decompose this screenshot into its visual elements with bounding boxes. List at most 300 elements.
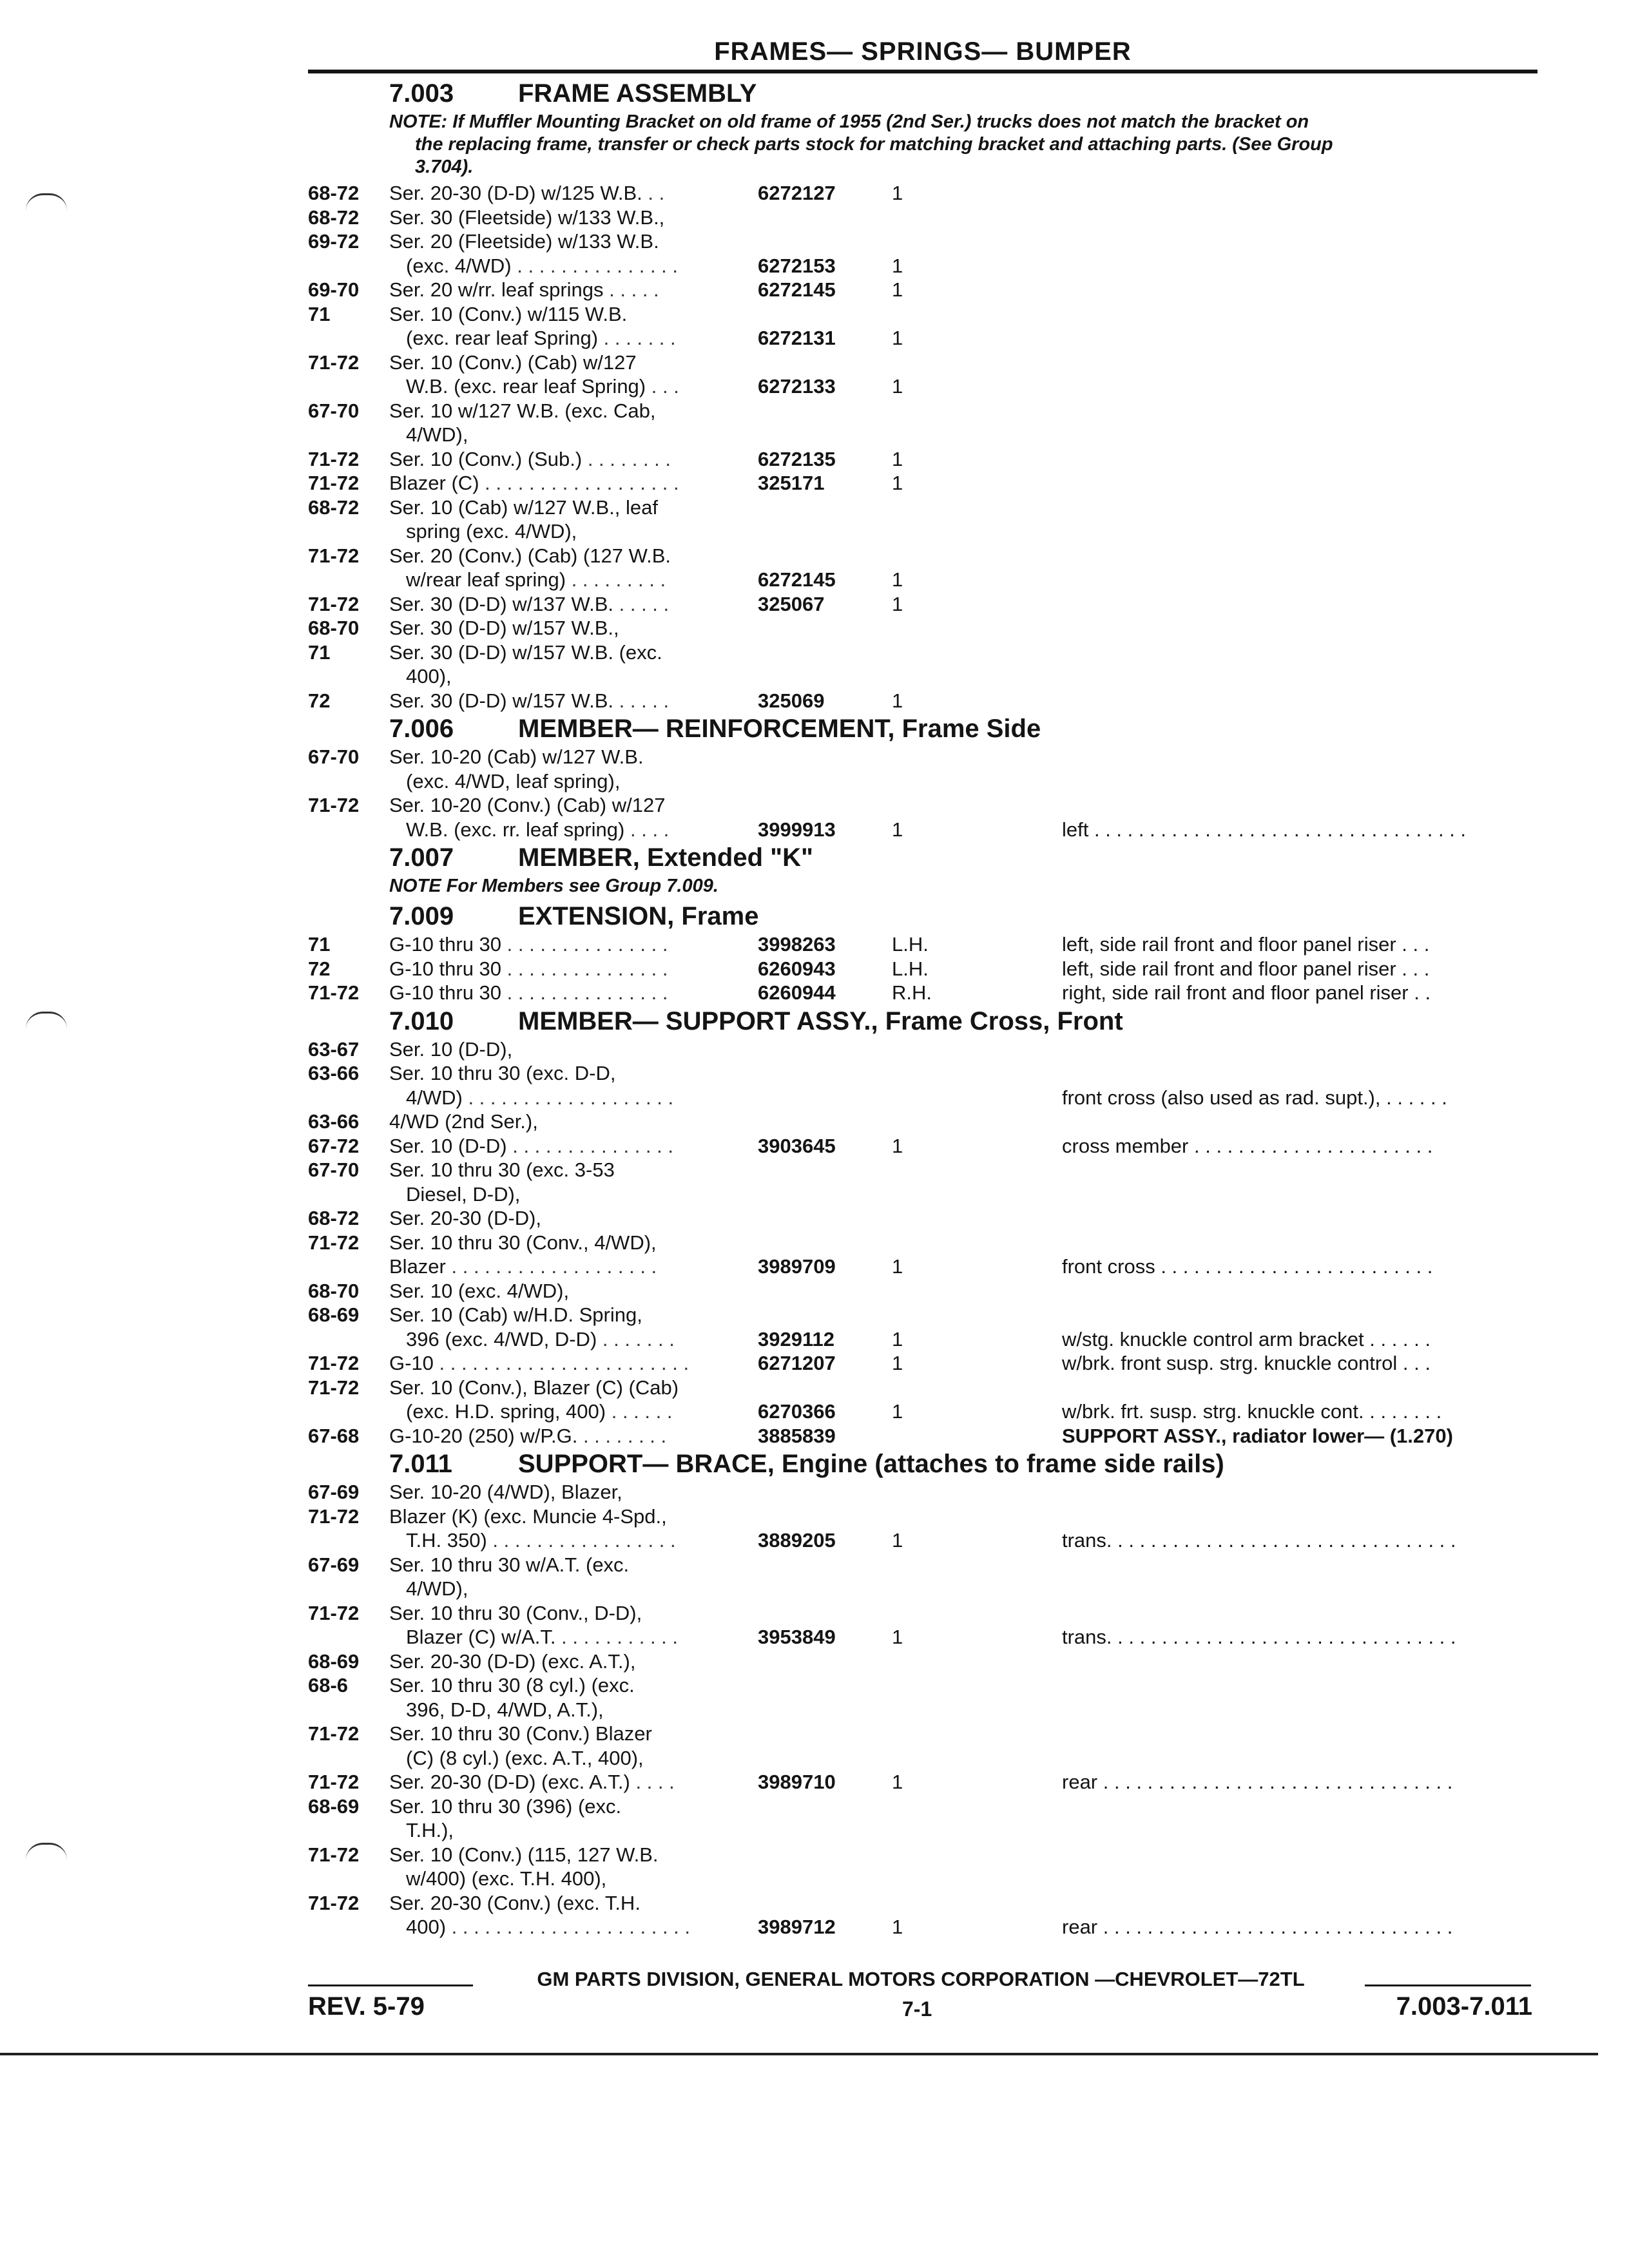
description-text: Ser. 30 (D-D) w/157 W.B.	[389, 689, 613, 712]
remark	[1062, 957, 1526, 981]
table-row	[0, 1206, 1629, 1231]
description-text: Ser. 10 thru 30 (396) (exc.	[389, 1794, 622, 1818]
description	[389, 1303, 735, 1327]
dot-leader: . . . .	[630, 1771, 675, 1793]
quantity: 1	[892, 182, 903, 204]
model-years: 68-70	[308, 617, 360, 639]
description-text: Ser. 10 thru 30 (exc. D-D,	[389, 1062, 616, 1084]
description	[389, 1037, 735, 1062]
quantity: R.H.	[892, 981, 932, 1004]
table-row	[0, 664, 1629, 689]
quantity: 1	[892, 1134, 903, 1157]
model-years: 63-66	[308, 1062, 360, 1084]
description	[406, 1528, 735, 1553]
model-years: 71-72	[308, 794, 360, 816]
remark-text: SUPPORT ASSY., radiator lower— (1.270)	[1062, 1424, 1453, 1447]
quantity: 1	[892, 447, 903, 470]
description-text: Ser. 10 (Conv.) (Cab) w/127	[389, 351, 637, 374]
table-row	[0, 278, 1629, 302]
description	[406, 664, 735, 689]
section-note	[0, 111, 1523, 178]
dot-leader: . . .	[646, 375, 679, 398]
footer-rule-left	[308, 1984, 473, 1986]
description	[389, 447, 735, 472]
description-text: Ser. 30 (D-D) w/157 W.B.,	[389, 617, 619, 639]
note-line: NOTE For Members see Group 7.009.	[389, 876, 718, 896]
part-number: 6272153	[758, 254, 836, 277]
section-number: 7.011	[389, 1450, 452, 1478]
remark	[1062, 1351, 1526, 1376]
description-text: 396, D-D, 4/WD, A.T.),	[406, 1698, 604, 1721]
description-text: Ser. 10 thru 30 (exc. 3-53	[389, 1158, 615, 1181]
part-number: 3889205	[758, 1529, 836, 1552]
table-row	[0, 423, 1629, 447]
description-text: 4/WD (2nd Ser.),	[389, 1110, 538, 1133]
quantity: 1	[892, 1771, 903, 1793]
table-row	[0, 1504, 1629, 1529]
description	[389, 229, 735, 254]
dot-leader: . . . . . . . . . . . . . . . . . . . . . . . . .	[1155, 1255, 1433, 1278]
description	[389, 1553, 735, 1577]
description-text: (exc. rear leaf Spring)	[406, 327, 599, 349]
description-text: Ser. 10 thru 30 (Conv., 4/WD),	[389, 1231, 657, 1254]
description	[389, 1061, 735, 1086]
quantity: 1	[892, 375, 903, 398]
description-text: 4/WD),	[406, 423, 468, 446]
description	[389, 399, 735, 423]
table-row	[0, 326, 1629, 351]
description-text: Diesel, D-D),	[406, 1182, 521, 1206]
section-heading	[0, 713, 1629, 745]
section-title: MEMBER— REINFORCEMENT, Frame Side	[518, 715, 1041, 743]
description	[389, 302, 735, 327]
dot-leader: . . . . . . . . . . . . . . . . . . . . . .	[446, 1916, 691, 1938]
quantity: 1	[892, 1352, 903, 1374]
quantity: 1	[892, 254, 903, 277]
table-row	[0, 1110, 1629, 1134]
model-years: 67-72	[308, 1134, 360, 1157]
description	[406, 1867, 735, 1891]
table-row	[0, 229, 1629, 254]
model-years: 71	[308, 640, 331, 664]
table-row	[0, 1231, 1629, 1255]
revision-label: REV. 5-79	[308, 1992, 425, 2021]
description-text: Ser. 10 (Cab) w/H.D. Spring,	[389, 1303, 642, 1326]
dot-leader: . . .	[1396, 933, 1430, 956]
model-years: 71-72	[308, 1504, 360, 1528]
dot-leader: . . . . . . . . . . .	[555, 1626, 679, 1648]
description-text: Ser. 20-30 (D-D) w/125 W.B.	[389, 182, 642, 204]
description	[406, 1327, 735, 1352]
description-text: Ser. 10 thru 30 (Conv.) Blazer	[389, 1722, 652, 1745]
dot-leader: . . .	[1397, 1352, 1431, 1374]
table-row	[0, 1037, 1629, 1062]
table-row	[0, 1915, 1629, 1939]
table-row	[0, 1818, 1629, 1843]
description	[406, 1915, 735, 1939]
remark	[1062, 1915, 1526, 1939]
model-years: 68-69	[308, 1794, 360, 1818]
description-text: w/rear leaf spring)	[406, 568, 566, 591]
description	[389, 1601, 735, 1626]
section-title: MEMBER, Extended "K"	[518, 843, 813, 872]
description	[389, 1351, 735, 1376]
dot-leader: . . . .	[624, 818, 670, 841]
part-number: 325069	[758, 689, 825, 712]
part-number: 3989710	[758, 1771, 836, 1793]
dot-leader: . . . . . . . . .	[566, 568, 666, 591]
quantity: 1	[892, 1529, 903, 1552]
dot-leader: . . . . . . . . . . . . . . . . . . . . . .	[1188, 1134, 1433, 1157]
dot-leader: . . . . . . . . . . . . . . . . . . . . . . . . . . . . . . . .	[1097, 1771, 1453, 1793]
section-note	[0, 875, 1523, 898]
quantity: 1	[892, 818, 903, 841]
description	[389, 1891, 735, 1916]
quantity: 1	[892, 1327, 903, 1350]
table-row	[0, 689, 1629, 713]
description	[406, 568, 735, 592]
description	[389, 745, 735, 769]
quantity: L.H.	[892, 957, 929, 980]
description	[389, 181, 735, 206]
model-years: 71-72	[308, 472, 360, 494]
model-years: 71-72	[308, 1722, 360, 1745]
description-text: Ser. 10 thru 30 w/A.T. (exc.	[389, 1553, 630, 1576]
description-text: G-10 thru 30	[389, 981, 502, 1004]
table-row	[0, 1254, 1629, 1279]
quantity: 1	[892, 689, 903, 712]
part-number: 6260944	[758, 981, 836, 1004]
page-header-title: FRAMES— SPRINGS— BUMPER	[714, 37, 1132, 66]
model-years: 67-69	[308, 1481, 360, 1503]
description	[406, 374, 735, 399]
table-row	[0, 1625, 1629, 1649]
description	[389, 1231, 735, 1255]
remark	[1062, 1424, 1526, 1448]
table-row	[0, 1061, 1629, 1086]
description-text: 4/WD)	[406, 1086, 463, 1109]
note-line: NOTE: If Muffler Mounting Bracket on old frame of 1955 (2nd Ser.) trucks does not match the bracket on	[389, 111, 1309, 132]
description	[389, 1134, 735, 1158]
description	[389, 1254, 735, 1279]
description	[406, 1086, 735, 1110]
table-row	[0, 1867, 1629, 1891]
description	[389, 1722, 735, 1746]
dot-leader: . . . . . . .	[1364, 1400, 1442, 1423]
description-text: (exc. 4/WD)	[406, 254, 512, 277]
remark-text: w/brk. front susp. strg. knuckle control	[1062, 1352, 1398, 1374]
dot-leader: . . . . .	[603, 278, 659, 301]
table-row	[0, 818, 1629, 842]
description-text: 400)	[406, 1916, 447, 1938]
description	[406, 1818, 735, 1843]
note-line: the replacing frame, transfer or check parts stock for matching bracket and attaching parts. (See Group	[415, 134, 1333, 155]
description-text: Ser. 20-30 (D-D) (exc. A.T.)	[389, 1771, 630, 1793]
table-row	[0, 1794, 1629, 1819]
dot-leader: . . . . . . . . . . . . . . .	[511, 254, 679, 277]
remark-text: rear	[1062, 1916, 1098, 1938]
quantity: 1	[892, 1400, 903, 1423]
part-number: 6272135	[758, 447, 836, 470]
description	[389, 544, 735, 568]
table-row	[0, 1480, 1629, 1504]
description	[389, 640, 735, 665]
description	[389, 1158, 735, 1182]
description-text: w/400) (exc. T.H. 400),	[406, 1867, 607, 1890]
description	[389, 592, 735, 617]
table-row	[0, 1601, 1629, 1626]
remark	[1062, 1254, 1526, 1279]
dot-leader: . . . . . . . . . . . . . . . . . .	[479, 472, 679, 494]
model-years: 67-70	[308, 399, 360, 422]
description-text: Ser. 10 (Conv.) (Sub.)	[389, 447, 583, 470]
dot-leader: . . . . . . . . . . . . . . .	[501, 981, 668, 1004]
dot-leader: . . . . . . . . . . . . . . . . . . . . . . . . . . . . . . . . . .	[1088, 818, 1467, 841]
table-row	[0, 181, 1629, 206]
description	[389, 351, 735, 375]
description	[389, 981, 735, 1005]
dot-leader: . . . . . . .	[597, 1327, 675, 1350]
section-number: 7.007	[389, 843, 454, 872]
remark-text: trans.	[1062, 1529, 1112, 1552]
part-number: 3989709	[758, 1255, 836, 1278]
table-row	[0, 1843, 1629, 1867]
remark	[1062, 1770, 1526, 1794]
description	[389, 1376, 735, 1400]
model-years: 71-72	[308, 1771, 360, 1793]
description-text: W.B. (exc. rr. leaf spring)	[406, 818, 625, 841]
table-row	[0, 447, 1629, 472]
description	[389, 793, 735, 818]
table-row	[0, 932, 1629, 957]
dot-leader: . .	[642, 182, 665, 204]
table-row	[0, 981, 1629, 1005]
model-years: 68-72	[308, 182, 360, 204]
model-years: 72	[308, 957, 331, 980]
description	[389, 1770, 735, 1794]
description-text: Ser. 10 (D-D)	[389, 1134, 507, 1157]
table-row	[0, 745, 1629, 769]
part-number: 6260943	[758, 957, 836, 980]
dot-leader: . . . . . . . . . . . . . . . . . . . . . . . . . . . . . . .	[1112, 1529, 1456, 1552]
description	[406, 519, 735, 544]
table-row	[0, 1770, 1629, 1794]
table-row	[0, 1182, 1629, 1207]
description-text: Ser. 10-20 (Cab) w/127 W.B.	[389, 745, 644, 768]
section-heading	[0, 841, 1629, 874]
section-title: SUPPORT— BRACE, Engine (attaches to frame side rails)	[518, 1450, 1224, 1478]
remark	[1062, 1086, 1526, 1110]
model-years: 68-72	[308, 206, 360, 229]
description-text: Ser. 10 (Conv.) (115, 127 W.B.	[389, 1843, 659, 1866]
description-text: Ser. 20-30 (D-D) (exc. A.T.),	[389, 1649, 636, 1673]
table-row	[0, 769, 1629, 794]
description	[389, 1424, 735, 1448]
description-text: Ser. 20-30 (D-D),	[389, 1207, 542, 1229]
model-years: 71-72	[308, 1891, 360, 1914]
dot-leader: . . . . .	[613, 689, 670, 712]
table-row	[0, 1698, 1629, 1722]
description	[389, 1673, 735, 1698]
table-row	[0, 1424, 1629, 1448]
section-number: 7.006	[389, 715, 454, 743]
part-number: 3885839	[758, 1424, 836, 1447]
model-years: 63-67	[308, 1037, 360, 1061]
dot-leader: . . . . . .	[1364, 1327, 1431, 1350]
description-text: Ser. 10 (Conv.), Blazer (C) (Cab)	[389, 1376, 679, 1399]
remark-text: w/stg. knuckle control arm bracket	[1062, 1327, 1364, 1350]
remark	[1062, 1399, 1526, 1424]
description	[406, 1746, 735, 1771]
description-text: Blazer (C)	[389, 472, 479, 494]
description-text: Ser. 10-20 (4/WD), Blazer,	[389, 1481, 622, 1503]
description-text: 400),	[406, 665, 452, 687]
model-years: 68-72	[308, 1207, 360, 1229]
model-years: 71-72	[308, 351, 360, 374]
table-row	[0, 1279, 1629, 1303]
footer-rule-right	[1365, 1984, 1531, 1986]
table-row	[0, 568, 1629, 592]
description-text: Blazer	[389, 1255, 446, 1278]
dot-leader: . . . . . . . . . . . . . . . . . . . . . . . . . . . . . . .	[1112, 1626, 1456, 1648]
quantity: 1	[892, 472, 903, 494]
table-row	[0, 1134, 1629, 1158]
description-text: Ser. 10 thru 30 (Conv., D-D),	[389, 1601, 642, 1624]
remark	[1062, 981, 1526, 1005]
description-text: Blazer (C) w/A.T.	[406, 1626, 556, 1648]
model-years: 67-68	[308, 1424, 360, 1447]
description-text: Ser. 30 (D-D) w/137 W.B.	[389, 592, 613, 615]
dot-leader: . . . . . . . . . . . . . . .	[506, 1134, 673, 1157]
description-text: 4/WD),	[406, 1577, 468, 1600]
model-years: 68-6	[308, 1674, 349, 1696]
part-number: 6272127	[758, 182, 836, 204]
description-text: T.H.),	[406, 1819, 454, 1841]
table-row	[0, 1746, 1629, 1771]
description-text: Ser. 20 (Fleetside) w/133 W.B.	[389, 230, 659, 253]
model-years: 67-70	[308, 1158, 360, 1181]
section-range: 7.003-7.011	[1396, 1992, 1532, 2021]
model-years: 68-69	[308, 1303, 360, 1326]
part-number: 3903645	[758, 1134, 836, 1157]
description-text: (exc. H.D. spring, 400)	[406, 1400, 606, 1423]
model-years: 71-72	[308, 544, 360, 567]
description-text: (C) (8 cyl.) (exc. A.T., 400),	[406, 1746, 644, 1769]
table-row	[0, 1577, 1629, 1601]
table-row	[0, 1649, 1629, 1674]
model-years: 67-70	[308, 745, 360, 768]
table-row	[0, 1158, 1629, 1182]
model-years: 67-69	[308, 1553, 360, 1576]
description-text: Ser. 10 w/127 W.B. (exc. Cab,	[389, 399, 656, 422]
table-row	[0, 1327, 1629, 1352]
description-text: Ser. 20-30 (Conv.) (exc. T.H.	[389, 1891, 641, 1914]
description	[389, 1794, 735, 1819]
dot-leader: . . . . . . . . . . . . . . .	[501, 933, 668, 956]
part-number: 6272133	[758, 375, 836, 398]
description-text: (exc. 4/WD, leaf spring),	[406, 769, 621, 793]
description	[406, 326, 735, 351]
remark	[1062, 1327, 1526, 1352]
model-years: 71-72	[308, 981, 360, 1004]
description-text: Ser. 10 thru 30 (8 cyl.) (exc.	[389, 1674, 635, 1696]
page-number: 7-1	[902, 1997, 932, 2021]
description-text: spring (exc. 4/WD),	[406, 520, 577, 543]
table-row	[0, 1399, 1629, 1424]
dot-leader: . . . . . . . .	[577, 1424, 667, 1447]
part-number: 325171	[758, 472, 825, 494]
description-text: G-10-20 (250) w/P.G.	[389, 1424, 578, 1447]
description	[389, 1843, 735, 1867]
table-row	[0, 1891, 1629, 1916]
table-row	[0, 471, 1629, 495]
model-years: 71-72	[308, 1352, 360, 1374]
model-years: 68-72	[308, 495, 360, 519]
part-number: 3953849	[758, 1626, 836, 1648]
remark-text: cross member	[1062, 1134, 1189, 1157]
description-text: Ser. 10-20 (Conv.) (Cab) w/127	[389, 794, 666, 816]
table-row	[0, 1553, 1629, 1577]
dot-leader: . . . . . . . . . . . . . . . . .	[487, 1529, 676, 1552]
section-heading	[0, 900, 1629, 932]
note-line: 3.704).	[415, 157, 474, 177]
model-years: 71-72	[308, 1601, 360, 1624]
description-text: G-10 thru 30	[389, 957, 502, 980]
bottom-rule	[0, 2053, 1598, 2055]
model-years: 72	[308, 689, 331, 712]
remark	[1062, 818, 1526, 842]
description	[406, 1577, 735, 1601]
dot-leader: . . . . . . . . . . . . . . .	[501, 957, 668, 980]
model-years: 68-69	[308, 1649, 360, 1673]
table-row	[0, 793, 1629, 818]
description	[406, 423, 735, 447]
part-number: 6272145	[758, 568, 836, 591]
section-heading	[0, 1448, 1629, 1480]
dot-leader: . . . . . . . . . . . . . . . . . . . . . . .	[433, 1352, 689, 1374]
description	[389, 1504, 735, 1529]
table-row	[0, 351, 1629, 375]
part-number: 3999913	[758, 818, 836, 841]
section-number: 7.010	[389, 1006, 454, 1035]
model-years: 63-66	[308, 1110, 360, 1133]
description-text: Ser. 30 (D-D) w/157 W.B. (exc.	[389, 640, 662, 664]
dot-leader: . . . . . . .	[598, 327, 676, 349]
description	[406, 254, 735, 278]
model-years: 71-72	[308, 447, 360, 470]
part-number: 3929112	[758, 1327, 834, 1350]
table-row	[0, 544, 1629, 568]
parts-catalog-content	[0, 77, 1629, 1939]
description-text: Ser. 20 (Conv.) (Cab) (127 W.B.	[389, 544, 671, 567]
description	[389, 689, 735, 713]
model-years: 71-72	[308, 592, 360, 615]
quantity: 1	[892, 1255, 903, 1278]
table-row	[0, 399, 1629, 423]
description	[406, 1182, 735, 1207]
table-row	[0, 1722, 1629, 1746]
model-years: 71	[308, 933, 331, 956]
footer-text: GM PARTS DIVISION, GENERAL MOTORS CORPORATION —CHEVROLET—72TL	[537, 1968, 1305, 1990]
dot-leader: . .	[1408, 981, 1431, 1004]
table-row	[0, 1303, 1629, 1327]
part-number: 3989712	[758, 1916, 836, 1938]
quantity: L.H.	[892, 933, 929, 956]
dot-leader: . . . . . . . . . . . . . . . . . . .	[462, 1086, 674, 1109]
remark-text: front cross (also used as rad. supt.),	[1062, 1086, 1381, 1109]
remark-text: right, side rail front and floor panel riser	[1062, 981, 1409, 1004]
dot-leader: . . . . . . . .	[582, 447, 671, 470]
